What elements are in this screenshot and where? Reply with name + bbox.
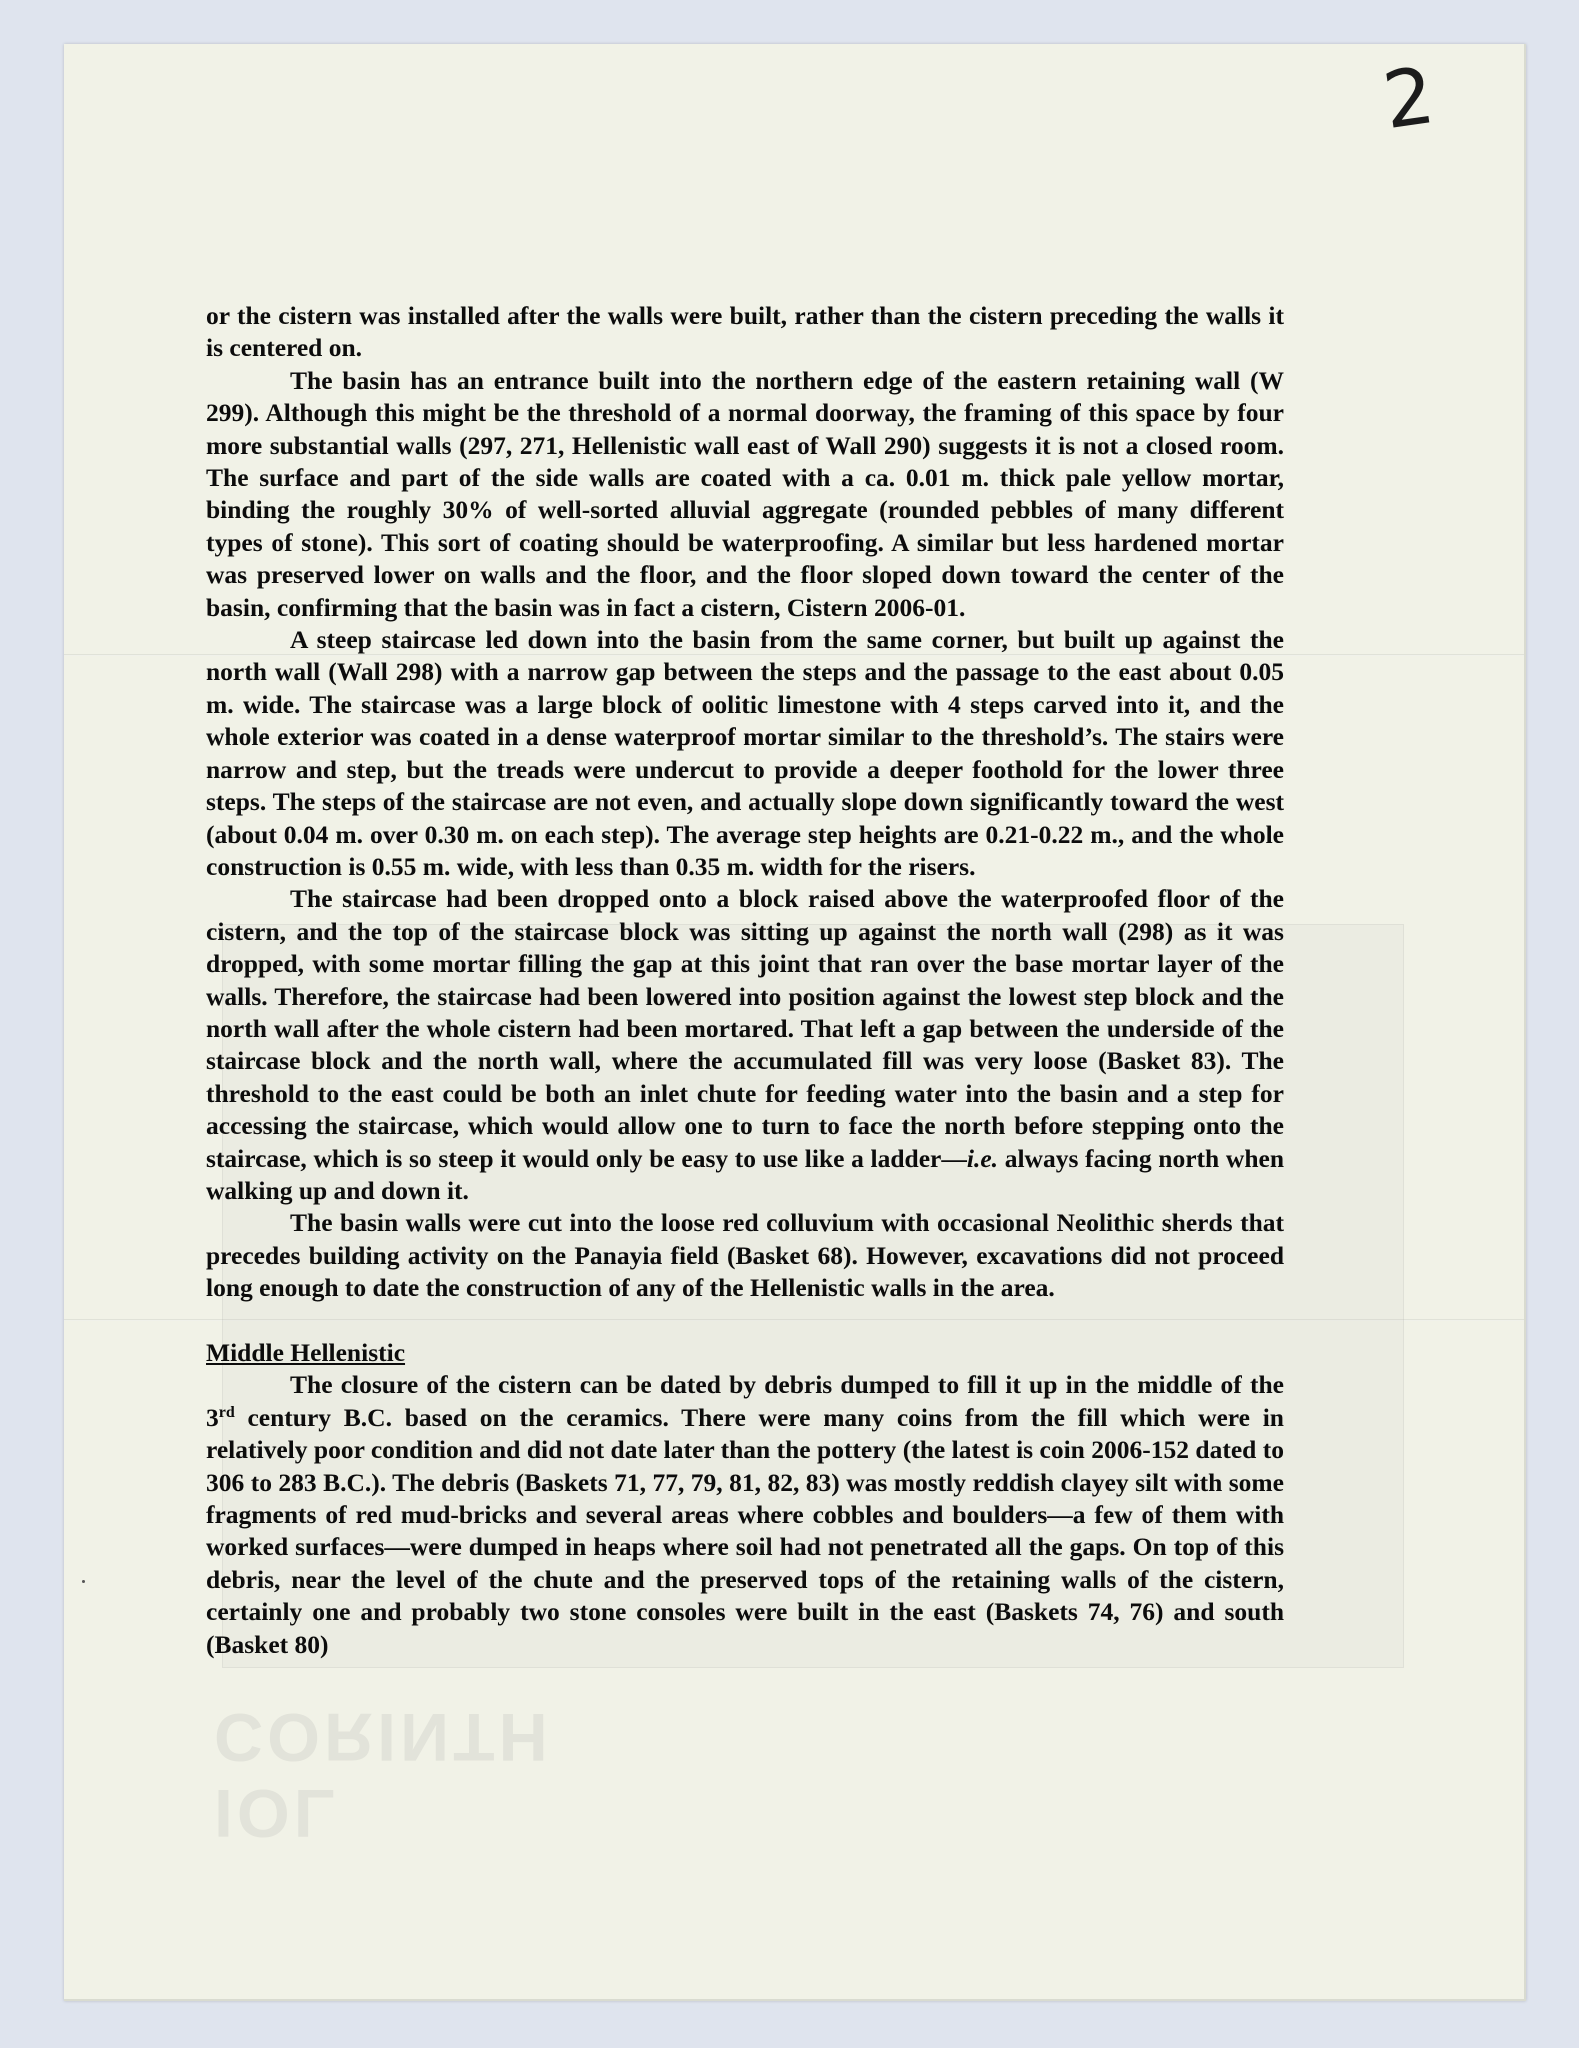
paragraph-text: century B.C. based on the ceramics. There were many coins from the fill which were in relatively poor condition and did not date later than the pottery (the latest is coin 2006-152 dated to 306 to 283 B.C.). The debris (Baskets 71, 77, 79, 81, 82, 83) was mostly reddish clayey silt with some fragments of red mud-bricks and several areas where cobbles and boulders—a few of them with worked surfaces—were dumped in heaps where soil had not penetrated all the gaps. On top of this debris, near the level of the chute and the preserved tops of the retaining walls of the cistern, certainly one and probably two stone consoles were built in the east (Baskets 74, 76) and south (Basket 80) bbox=[206, 1402, 1284, 1659]
paragraph-continued: or the cistern was installed after the walls were built, rather than the cistern preceding the walls it is centered on. bbox=[206, 301, 1284, 363]
paper-speck bbox=[82, 1580, 85, 1583]
section-heading: Middle Hellenistic bbox=[206, 1337, 406, 1367]
paragraph-text: The closure of the cistern can be dated by debris dumped to fill it up in the middle of the 3 bbox=[206, 1370, 1284, 1432]
paragraph-text: always facing north when walking up and down it. bbox=[206, 1143, 1284, 1205]
paragraph-basin-entrance: The basin has an entrance built into the northern edge of the eastern retaining wall (W 299). Although this might be the threshold of a normal doorway, the framing of this space by four more substantial walls (297, 271, Hellenistic wall east of Wall 290) suggests it is not a closed room. The surface and part of the side walls are coated with a ca. 0.01 m. thick pale yellow mortar, binding the roughly 30% of well-sorted alluvial aggregate (rounded pebbles of many different types of stone). This sort of coating should be waterproofing. A similar but less hardened mortar was preserved lower on walls and the floor, and the floor sloped down toward the center of the basin, confirming that the basin was in fact a cistern, Cistern 2006-01. bbox=[206, 365, 1284, 622]
handwritten-page-number: 2 bbox=[1378, 51, 1440, 148]
paragraph-staircase-dropped bbox=[206, 883, 1284, 1207]
ordinal-superscript: rd bbox=[218, 1403, 235, 1421]
paragraph-basin-walls: The basin walls were cut into the loose red colluvium with occasional Neolithic sherds that precedes building activity on the Panayia field (Basket 68). However, excavations did not proceed long enough to date the construction of any of the Hellenistic walls in the area. bbox=[206, 1208, 1284, 1303]
paragraph-staircase: A steep staircase led down into the basin from the same corner, but built up against the north wall (Wall 298) with a narrow gap between the steps and the passage to the east about 0.05 m. wide. The staircase was a large block of oolitic limestone with 4 steps carved into it, and the whole exterior was coated in a dense waterproof mortar similar to the threshold’s. The stairs were narrow and step, but the treads were undercut to provide a deeper foothold for the lower three steps. The steps of the staircase are not even, and actually slope down significantly toward the west (about 0.04 m. over 0.30 m. on each step). The average step heights are 0.21-0.22 m., and the whole construction is 0.55 m. wide, with less than 0.35 m. width for the risers. bbox=[206, 625, 1284, 881]
paragraph-text: The staircase had been dropped onto a block raised above the waterproofed floor of the cistern, and the top of the staircase block was sitting up against the north wall (298) as it was dropped, with some mortar filling the gap at this joint that ran over the base mortar layer of the walls. Therefore, the staircase had been lowered into position against the lowest step block and the north wall after the whole cistern had been mortared. That left a gap between the underside of the staircase block and the north wall, where the accumulated fill was very loose (Basket 83). The threshold to the east could be both an inlet chute for feeding water into the basin and a step for accessing the staircase, which would allow one to turn to face the north before stepping onto the staircase, which is so steep it would only be easy to use like a ladder— bbox=[206, 884, 1284, 1173]
italic-abbreviation: i.e. bbox=[966, 1143, 999, 1173]
document-body bbox=[206, 300, 1284, 1661]
bleed-through-logo: IOL CORINTH bbox=[214, 1699, 552, 1851]
paragraph-cistern-closure bbox=[206, 1369, 1284, 1661]
